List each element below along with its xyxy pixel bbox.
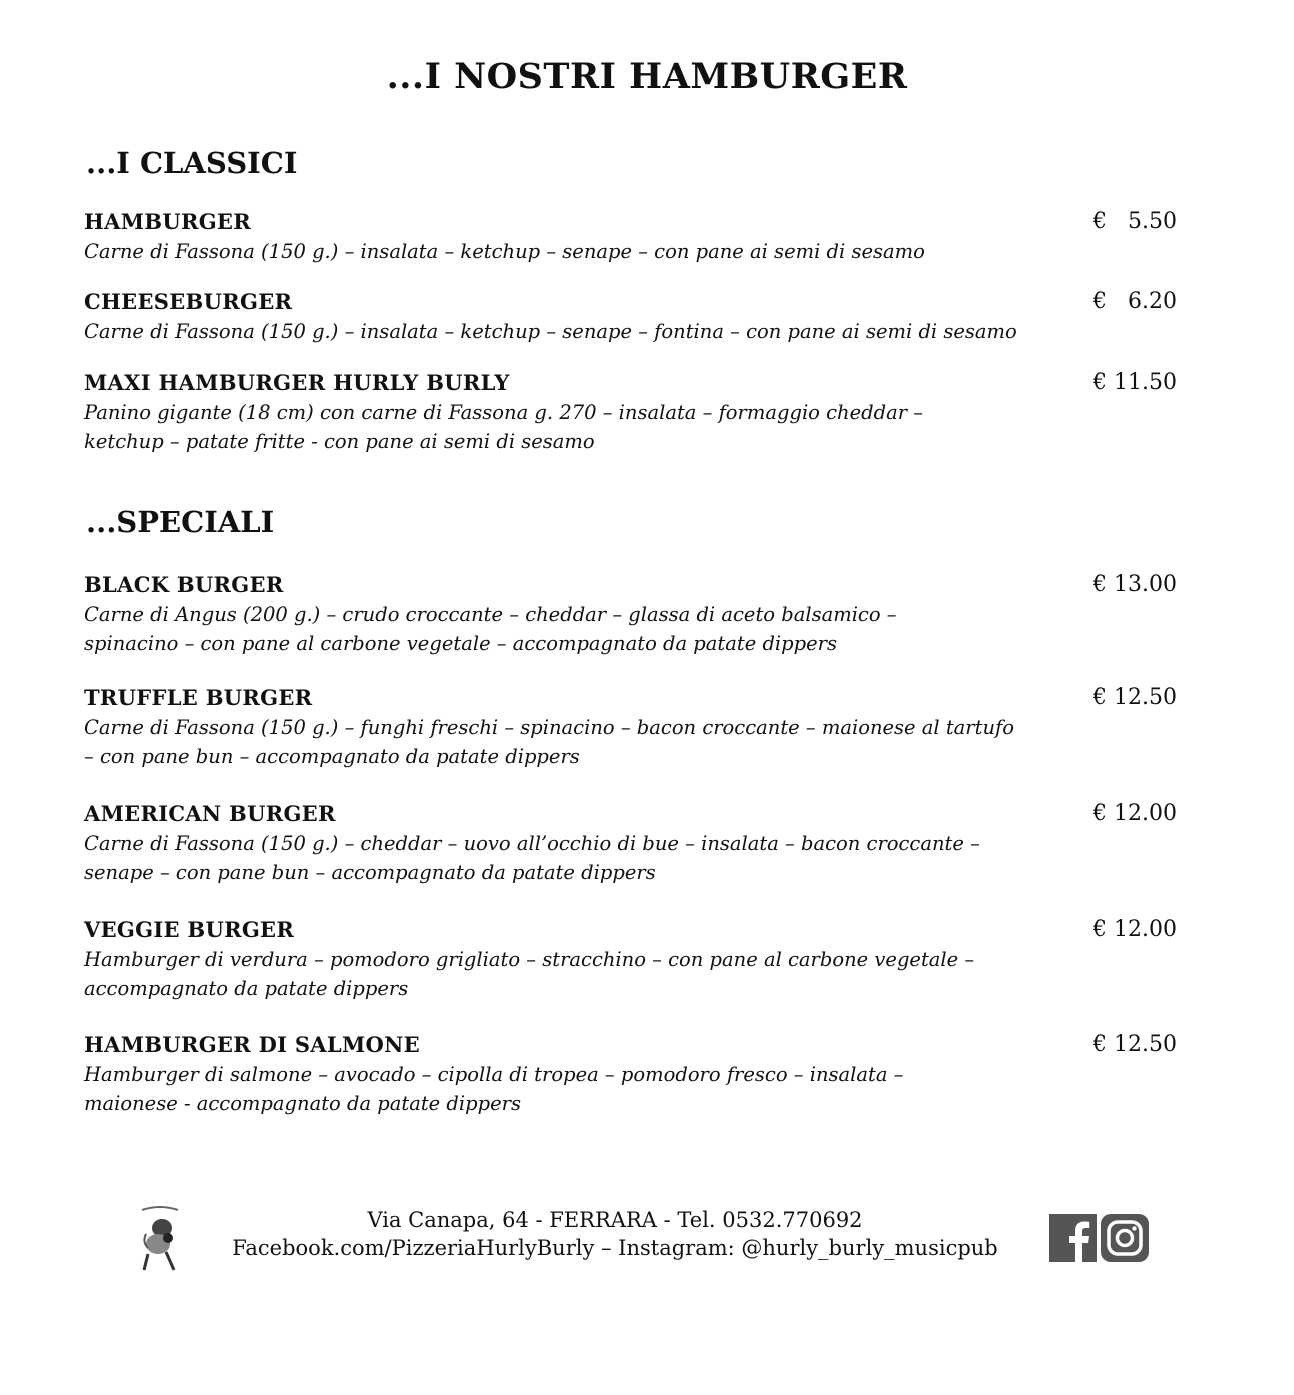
item-description: Panino gigante (18 cm) con carne di Fassona g. 270 – insalata – formaggio cheddar – ketchup – patate fritte - con pane ai semi di sesamo — [84, 401, 923, 453]
footer-contact — [190, 1206, 1040, 1262]
item-name: HAMBURGER — [84, 209, 251, 234]
instagram-icon[interactable] — [1101, 1214, 1149, 1262]
item-description: Carne di Fassona (150 g.) – funghi freschi – spinacino – bacon croccante – maionese al tartufo – con pane bun – accompagnato da patate dippers — [84, 716, 1014, 768]
footer-social-links[interactable]: Facebook.com/PizzeriaHurlyBurly – Instagram: @hurly_burly_musicpub — [232, 1236, 998, 1260]
item-name: CHEESEBURGER — [84, 289, 293, 314]
menu-item-maxi-hamburger — [84, 369, 1184, 456]
menu-item-truffle-burger — [84, 684, 1184, 771]
facebook-icon[interactable] — [1049, 1214, 1097, 1262]
item-name: BLACK BURGER — [84, 572, 284, 597]
item-price: € 5.50 — [1093, 209, 1177, 234]
item-description: Hamburger di verdura – pomodoro grigliato – stracchino – con pane al carbone vegetale – accompagnato da patate dippers — [84, 948, 975, 1000]
item-name: AMERICAN BURGER — [84, 801, 336, 826]
pub-logo-icon — [138, 1204, 182, 1272]
item-description: Hamburger di salmone – avocado – cipolla di tropea – pomodoro fresco – insalata – maionese - accompagnato da patate dippers — [84, 1063, 904, 1115]
item-price: € 13.00 — [1093, 572, 1177, 597]
menu-item-hamburger — [84, 208, 1184, 266]
page-title: ...I NOSTRI HAMBURGER — [386, 56, 908, 97]
item-name: HAMBURGER DI SALMONE — [84, 1032, 420, 1057]
item-price: € 12.00 — [1093, 801, 1177, 826]
item-name: VEGGIE BURGER — [84, 917, 295, 942]
menu-item-veggie-burger — [84, 916, 1184, 1003]
item-description: Carne di Angus (200 g.) – crudo croccante – cheddar – glassa di aceto balsamico – spinacino – con pane al carbone vegetale – accompagnato da patate dippers — [84, 603, 897, 655]
menu-item-salmon-burger — [84, 1031, 1184, 1118]
item-description: Carne di Fassona (150 g.) – insalata – ketchup – senape – fontina – con pane ai semi di sesamo — [84, 320, 1017, 343]
item-price: € 12.00 — [1093, 917, 1177, 942]
section-title-classici: ...I CLASSICI — [86, 146, 298, 180]
item-price: € 12.50 — [1093, 1032, 1177, 1057]
item-price: € 11.50 — [1093, 370, 1177, 395]
item-name: MAXI HAMBURGER HURLY BURLY — [84, 370, 510, 395]
item-name: TRUFFLE BURGER — [84, 685, 313, 710]
menu-item-cheeseburger — [84, 288, 1184, 346]
item-description: Carne di Fassona (150 g.) – cheddar – uovo all’occhio di bue – insalata – bacon croccante – senape – con pane bun – accompagnato da patate dippers — [84, 832, 980, 884]
footer — [0, 1204, 1294, 1284]
item-price: € 12.50 — [1093, 685, 1177, 710]
footer-address: Via Canapa, 64 - FERRARA - Tel. 0532.770692 — [367, 1208, 863, 1232]
menu-item-american-burger — [84, 800, 1184, 887]
item-description: Carne di Fassona (150 g.) – insalata – ketchup – senape – con pane ai semi di sesamo — [84, 240, 925, 263]
section-title-speciali: ...SPECIALI — [86, 505, 275, 539]
menu-item-black-burger — [84, 571, 1184, 658]
item-price: € 6.20 — [1093, 289, 1177, 314]
